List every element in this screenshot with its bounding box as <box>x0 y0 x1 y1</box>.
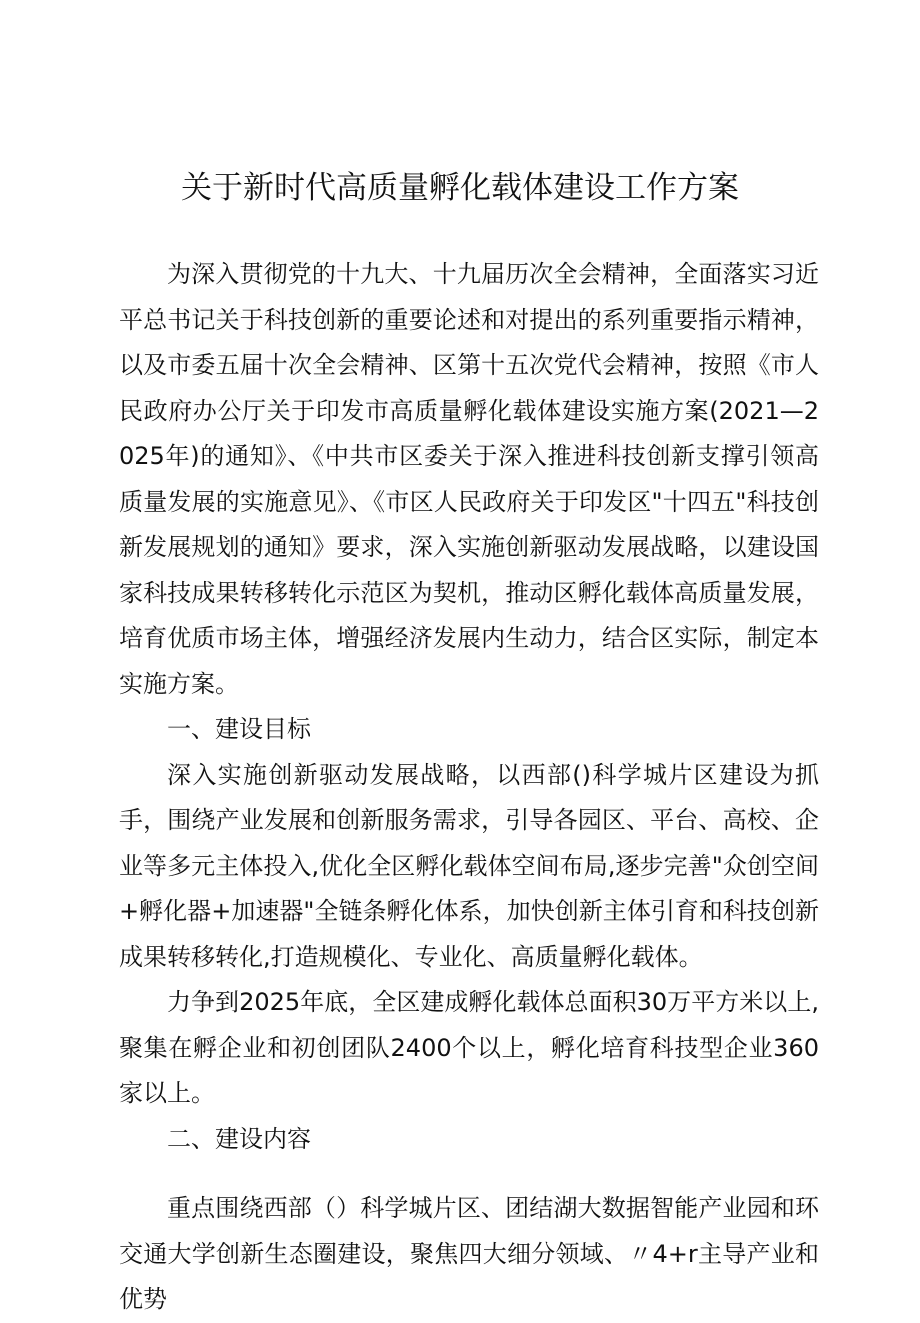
document-title: 关于新时代高质量孵化载体建设工作方案 <box>181 170 739 206</box>
section-heading-content: 二、建设内容 <box>167 1124 311 1153</box>
content-paragraph: 重点围绕西部（）科学城片区、团结湖大数据智能产业园和环交通大学创新生态圈建设，聚焦四大细分领域、〃4+r主导产业和优势 <box>119 1194 819 1313</box>
section-heading-goals: 一、建设目标 <box>167 715 311 743</box>
document-body <box>119 252 819 1323</box>
goals-paragraph: 深入实施创新驱动发展战略，以西部()科学城片区建设为抓手，围绕产业发展和创新服务需求，引导各园区、平台、高校、企业等多元主体投入,优化全区孵化载体空间布局,逐步完善"众创空间+孵化器+加速器"全链条孵化体系，加快创新主体引育和科技创新成果转移转化,打造规模化、专业化、高质量孵化载体。 <box>119 760 819 971</box>
targets-paragraph: 力争到2025年底，全区建成孵化载体总面积30万平方米以上,聚集在孵企业和初创团队2400个以上，孵化培育科技型企业360家以上。 <box>119 988 819 1107</box>
intro-paragraph: 为深入贯彻党的十九大、十九届历次全会精神，全面落实习近平总书记关于科技创新的重要论述和对提出的系列重要指示精神，以及市委五届十次全会精神、区第十五次党代会精神，按照《市人民政府办公厅关于印发市高质量孵化载体建设实施方案(2021—2025年)的通知》、《中共市区委关于深入推进科技创新支撑引领高质量发展的实施意见》、《市区人民政府关于印发区"十四五"科技创新发展规划的通知》要求，深入实施创新驱动发展战略，以建设国家科技成果转移转化示范区为契机，推动区孵化载体高质量发展，培育优质市场主体，增强经济发展内生动力，结合区实际，制定本实施方案。 <box>119 260 819 698</box>
